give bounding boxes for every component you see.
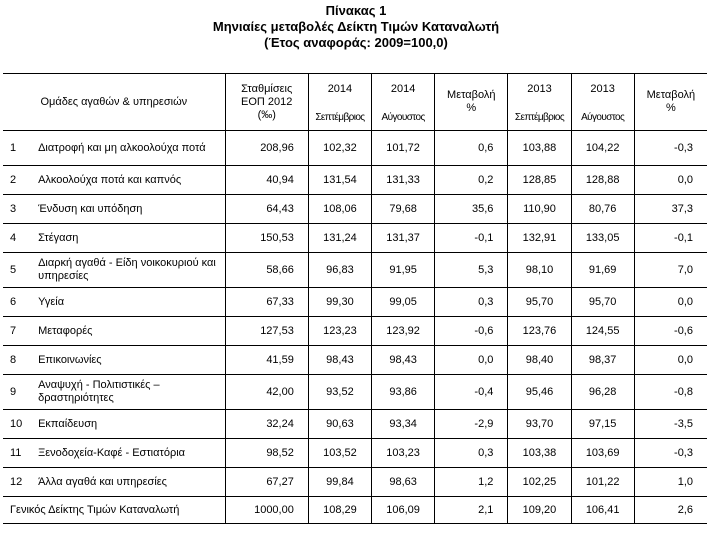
groups-header: Ομάδες αγαθών & υπηρεσιών: [40, 95, 188, 108]
weights-line1: Σταθμίσεις: [241, 82, 293, 95]
table-row: [3, 131, 707, 166]
row-sep-2013: 98,10: [508, 253, 571, 288]
row-group-name: Άλλα αγαθά και υπηρεσίες: [38, 475, 167, 488]
row-weight: 127,53: [225, 317, 308, 346]
change2-line2: %: [665, 102, 676, 114]
row-aug-2014: 93,34: [372, 410, 435, 439]
table-row: [3, 224, 707, 253]
row-weight: 42,00: [225, 375, 308, 410]
change1-line1: Μεταβολή: [447, 89, 496, 101]
row-sep-2013: 110,90: [508, 195, 571, 224]
row-sep-2013: 103,88: [508, 131, 571, 166]
row-group-name: Διαρκή αγαθά - Είδη νοικοκυριού και υπηρεσίες: [38, 257, 216, 282]
total-name: Γενικός Δείκτης Τιμών Καταναλωτή: [10, 504, 180, 516]
total-aug-2013: 106,41: [571, 497, 634, 524]
month-sep-2014: Σεπτέμβριος: [308, 104, 371, 131]
table-row: [3, 410, 707, 439]
row-sep-2014: 103,52: [308, 439, 371, 468]
table-header: [3, 74, 707, 131]
total-aug-2014: 106,09: [372, 497, 435, 524]
row-number: 6: [10, 296, 17, 308]
row-weight: 67,27: [225, 468, 308, 497]
row-aug-2013: 128,88: [571, 166, 634, 195]
cpi-table: [3, 73, 707, 524]
row-change-2014: 0,3: [435, 439, 508, 468]
row-aug-2013: 80,76: [571, 195, 634, 224]
row-change-2013: -0,3: [634, 131, 707, 166]
row-group-name: Εκπαίδευση: [38, 417, 98, 430]
change1-header: [435, 74, 508, 131]
row-aug-2014: 131,33: [372, 166, 435, 195]
table-row: [3, 253, 707, 288]
row-weight: 98,52: [225, 439, 308, 468]
row-sep-2013: 103,38: [508, 439, 571, 468]
row-change-2013: 1,0: [634, 468, 707, 497]
total-change-2014: 2,1: [435, 497, 508, 524]
row-aug-2014: 103,23: [372, 439, 435, 468]
table-row: [3, 288, 707, 317]
total-change-2013: 2,6: [634, 497, 707, 524]
row-sep-2013: 95,46: [508, 375, 571, 410]
table-row: [3, 166, 707, 195]
row-group-name: Ένδυση και υπόδηση: [38, 202, 143, 215]
row-change-2013: -0,1: [634, 224, 707, 253]
row-number: 7: [10, 325, 17, 337]
row-change-2013: -0,6: [634, 317, 707, 346]
row-sep-2014: 96,83: [308, 253, 371, 288]
row-group-name: Επικοινωνίες: [38, 353, 102, 366]
row-aug-2014: 79,68: [372, 195, 435, 224]
row-change-2013: 0,0: [634, 166, 707, 195]
row-group-name: Αναψυχή - Πολιτιστικές – δραστηριότητες: [38, 379, 160, 404]
row-change-2014: 5,3: [435, 253, 508, 288]
change2-line1: Μεταβολή: [646, 89, 696, 101]
table-row: [3, 375, 707, 410]
row-aug-2013: 133,05: [571, 224, 634, 253]
row-change-2013: 0,0: [634, 346, 707, 375]
row-weight: 41,59: [225, 346, 308, 375]
table-row: [3, 317, 707, 346]
row-sep-2013: 93,70: [508, 410, 571, 439]
month-sep-2013: Σεπτέμβριος: [508, 104, 571, 131]
row-sep-2013: 102,25: [508, 468, 571, 497]
change2-header: [634, 74, 707, 131]
row-sep-2014: 99,30: [308, 288, 371, 317]
row-sep-2014: 98,43: [308, 346, 371, 375]
change1-line2: %: [466, 102, 477, 114]
row-change-2014: 0,3: [435, 288, 508, 317]
row-change-2014: 0,2: [435, 166, 508, 195]
year-2013-sep-header: 2013: [508, 74, 571, 105]
row-change-2014: -0,6: [435, 317, 508, 346]
row-weight: 64,43: [225, 195, 308, 224]
table-row: [3, 468, 707, 497]
row-aug-2014: 93,86: [372, 375, 435, 410]
table-row: [3, 439, 707, 468]
row-change-2014: 35,6: [435, 195, 508, 224]
row-aug-2014: 123,92: [372, 317, 435, 346]
row-aug-2013: 101,22: [571, 468, 634, 497]
row-number: 3: [10, 203, 17, 215]
row-group-name: Στέγαση: [38, 231, 79, 244]
weights-line3: (‰): [257, 108, 276, 121]
row-weight: 40,94: [225, 166, 308, 195]
month-aug-2014: Αύγουστος: [372, 104, 435, 131]
reference-year: (Έτος αναφοράς: 2009=100,0): [264, 35, 448, 50]
row-aug-2013: 104,22: [571, 131, 634, 166]
row-aug-2014: 101,72: [372, 131, 435, 166]
row-number: 12: [10, 476, 23, 488]
row-number: 10: [10, 418, 23, 430]
row-aug-2013: 97,15: [571, 410, 634, 439]
row-group-name: Μεταφορές: [38, 324, 93, 337]
weights-header: [225, 74, 308, 131]
row-sep-2014: 90,63: [308, 410, 371, 439]
row-number: 1: [10, 142, 17, 154]
row-weight: 67,33: [225, 288, 308, 317]
table-subtitle: Μηνιαίες μεταβολές Δείκτη Τιμών Καταναλωτή: [212, 19, 500, 34]
row-aug-2013: 103,69: [571, 439, 634, 468]
row-aug-2013: 95,70: [571, 288, 634, 317]
year-2013-aug-header: 2013: [571, 74, 634, 105]
total-sep-2013: 109,20: [508, 497, 571, 524]
row-sep-2014: 99,84: [308, 468, 371, 497]
row-change-2014: 0,6: [435, 131, 508, 166]
row-sep-2014: 123,23: [308, 317, 371, 346]
row-sep-2013: 123,76: [508, 317, 571, 346]
row-change-2014: 1,2: [435, 468, 508, 497]
row-aug-2013: 96,28: [571, 375, 634, 410]
row-number: 5: [10, 264, 17, 276]
row-sep-2013: 128,85: [508, 166, 571, 195]
row-aug-2013: 124,55: [571, 317, 634, 346]
row-number: 9: [10, 386, 17, 398]
row-aug-2014: 99,05: [372, 288, 435, 317]
row-aug-2014: 131,37: [372, 224, 435, 253]
row-aug-2014: 98,43: [372, 346, 435, 375]
row-group-name: Διατροφή και μη αλκοολούχα ποτά: [38, 141, 206, 154]
weights-line2: ΕΟΠ 2012: [241, 95, 293, 108]
year-2014-sep-header: 2014: [308, 74, 371, 105]
row-number: 2: [10, 174, 17, 186]
row-weight: 150,53: [225, 224, 308, 253]
table-row: [3, 195, 707, 224]
table-row: [3, 346, 707, 375]
row-group-name: Ξενοδοχεία-Καφέ - Εστιατόρια: [38, 446, 186, 459]
table-title: Πίνακας 1: [325, 3, 387, 18]
row-change-2013: 0,0: [634, 288, 707, 317]
table-body: [3, 131, 707, 524]
row-group-name: Υγεία: [38, 295, 65, 308]
row-change-2013: -0,8: [634, 375, 707, 410]
month-aug-2013: Αύγουστος: [571, 104, 634, 131]
row-sep-2014: 102,32: [308, 131, 371, 166]
row-aug-2014: 91,95: [372, 253, 435, 288]
row-weight: 208,96: [225, 131, 308, 166]
row-change-2013: -3,5: [634, 410, 707, 439]
row-sep-2013: 98,40: [508, 346, 571, 375]
row-sep-2014: 131,24: [308, 224, 371, 253]
row-change-2014: 0,0: [435, 346, 508, 375]
total-weight: 1000,00: [225, 497, 308, 524]
year-2014-aug-header: 2014: [372, 74, 435, 105]
row-change-2014: -0,1: [435, 224, 508, 253]
row-weight: 58,66: [225, 253, 308, 288]
row-group-name: Αλκοολούχα ποτά και καπνός: [38, 173, 182, 186]
row-number: 8: [10, 354, 17, 366]
row-sep-2013: 132,91: [508, 224, 571, 253]
row-change-2013: -0,3: [634, 439, 707, 468]
row-sep-2014: 93,52: [308, 375, 371, 410]
row-change-2014: -0,4: [435, 375, 508, 410]
row-sep-2014: 131,54: [308, 166, 371, 195]
row-sep-2013: 95,70: [508, 288, 571, 317]
row-change-2013: 37,3: [634, 195, 707, 224]
row-number: 11: [10, 447, 22, 459]
total-sep-2014: 108,29: [308, 497, 371, 524]
row-aug-2014: 98,63: [372, 468, 435, 497]
row-change-2013: 7,0: [634, 253, 707, 288]
row-aug-2013: 98,37: [571, 346, 634, 375]
row-number: 4: [10, 232, 17, 244]
row-change-2014: -2,9: [435, 410, 508, 439]
row-weight: 32,24: [225, 410, 308, 439]
total-row: [3, 497, 707, 524]
row-sep-2014: 108,06: [308, 195, 371, 224]
row-aug-2013: 91,69: [571, 253, 634, 288]
